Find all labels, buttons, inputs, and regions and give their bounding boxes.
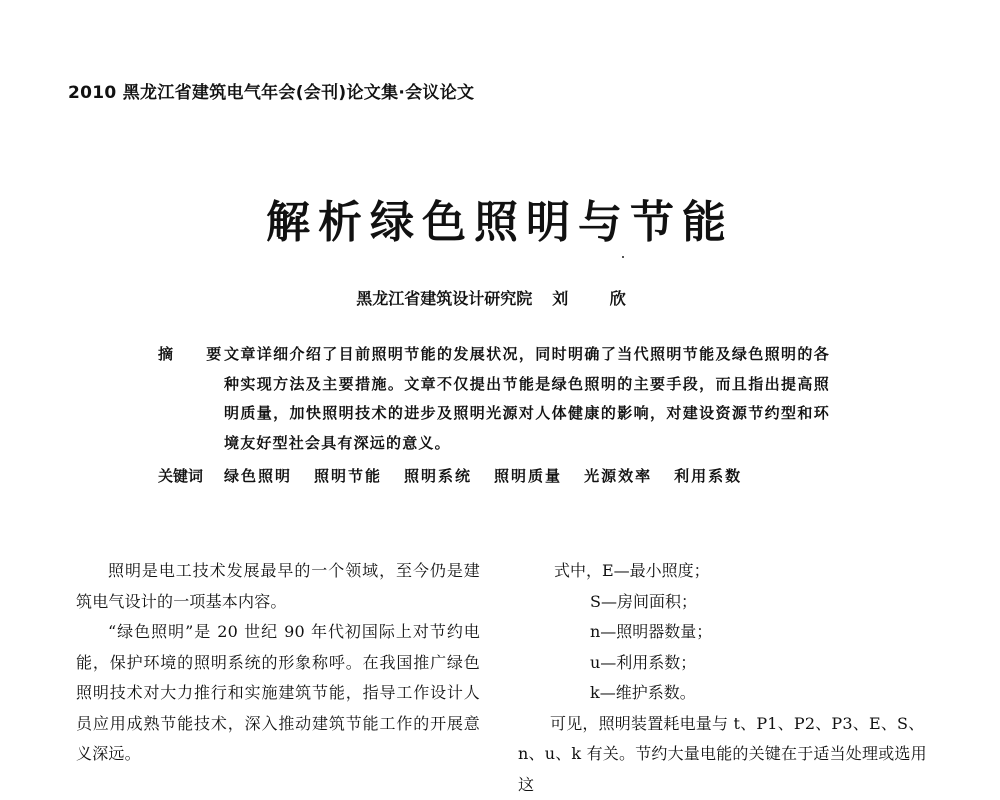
keywords-row bbox=[158, 462, 848, 491]
abstract-label: 摘 要 bbox=[158, 340, 224, 458]
left-column bbox=[76, 556, 480, 770]
keywords-label: 关键词 bbox=[158, 462, 224, 491]
article-title: 解析绿色照明与节能 bbox=[0, 186, 1000, 250]
formula-definition: S—房间面积； bbox=[518, 587, 938, 618]
keyword: 光源效率 bbox=[584, 462, 652, 491]
stray-mark bbox=[622, 256, 624, 258]
keyword: 照明质量 bbox=[494, 462, 562, 491]
running-header: 2010 黑龙江省建筑电气年会(会刊)论文集·会议论文 bbox=[68, 78, 474, 103]
abstract-block bbox=[158, 340, 848, 491]
keyword: 绿色照明 bbox=[224, 462, 292, 491]
keyword: 利用系数 bbox=[674, 462, 742, 491]
body-paragraph: “绿色照明”是 20 世纪 90 年代初国际上对节约电能，保护环境的照明系统的形象称呼。在我国推广绿色照明技术对大力推行和实施建筑节能，指导工作设计人员应用成熟节能技术，深入推动建筑节能工作的开展意义深远。 bbox=[76, 617, 480, 770]
formula-definition: u—利用系数； bbox=[518, 648, 938, 679]
abstract-text: 文章详细介绍了目前照明节能的发展状况，同时明确了当代照明节能及绿色照明的各种实现方法及主要措施。文章不仅提出节能是绿色照明的主要手段，而且指出提高照明质量，加快照明技术的进步及照明光源对人体健康的影响，对建设资源节约型和环境友好型社会具有深远的意义。 bbox=[224, 340, 830, 458]
body-paragraph: 可见，照明装置耗电量与 t、P1、P2、P3、E、S、n、u、k 有关。节约大量电能的关键在于适当处理或选用这 bbox=[518, 709, 938, 800]
right-column bbox=[518, 556, 938, 800]
keyword: 照明系统 bbox=[404, 462, 472, 491]
keyword: 照明节能 bbox=[314, 462, 382, 491]
keywords-list bbox=[224, 462, 764, 491]
formula-definition: n—照明器数量； bbox=[518, 617, 938, 648]
author-name: 刘 欣 bbox=[552, 289, 644, 308]
formula-definition: k—维护系数。 bbox=[518, 678, 938, 709]
affiliation: 黑龙江省建筑设计研究院 bbox=[356, 289, 532, 308]
formula-definition: 式中，E—最小照度； bbox=[518, 556, 938, 587]
abstract-row bbox=[158, 340, 848, 458]
body-paragraph: 照明是电工技术发展最早的一个领域，至今仍是建筑电气设计的一项基本内容。 bbox=[76, 556, 480, 617]
author-line bbox=[0, 286, 1000, 309]
